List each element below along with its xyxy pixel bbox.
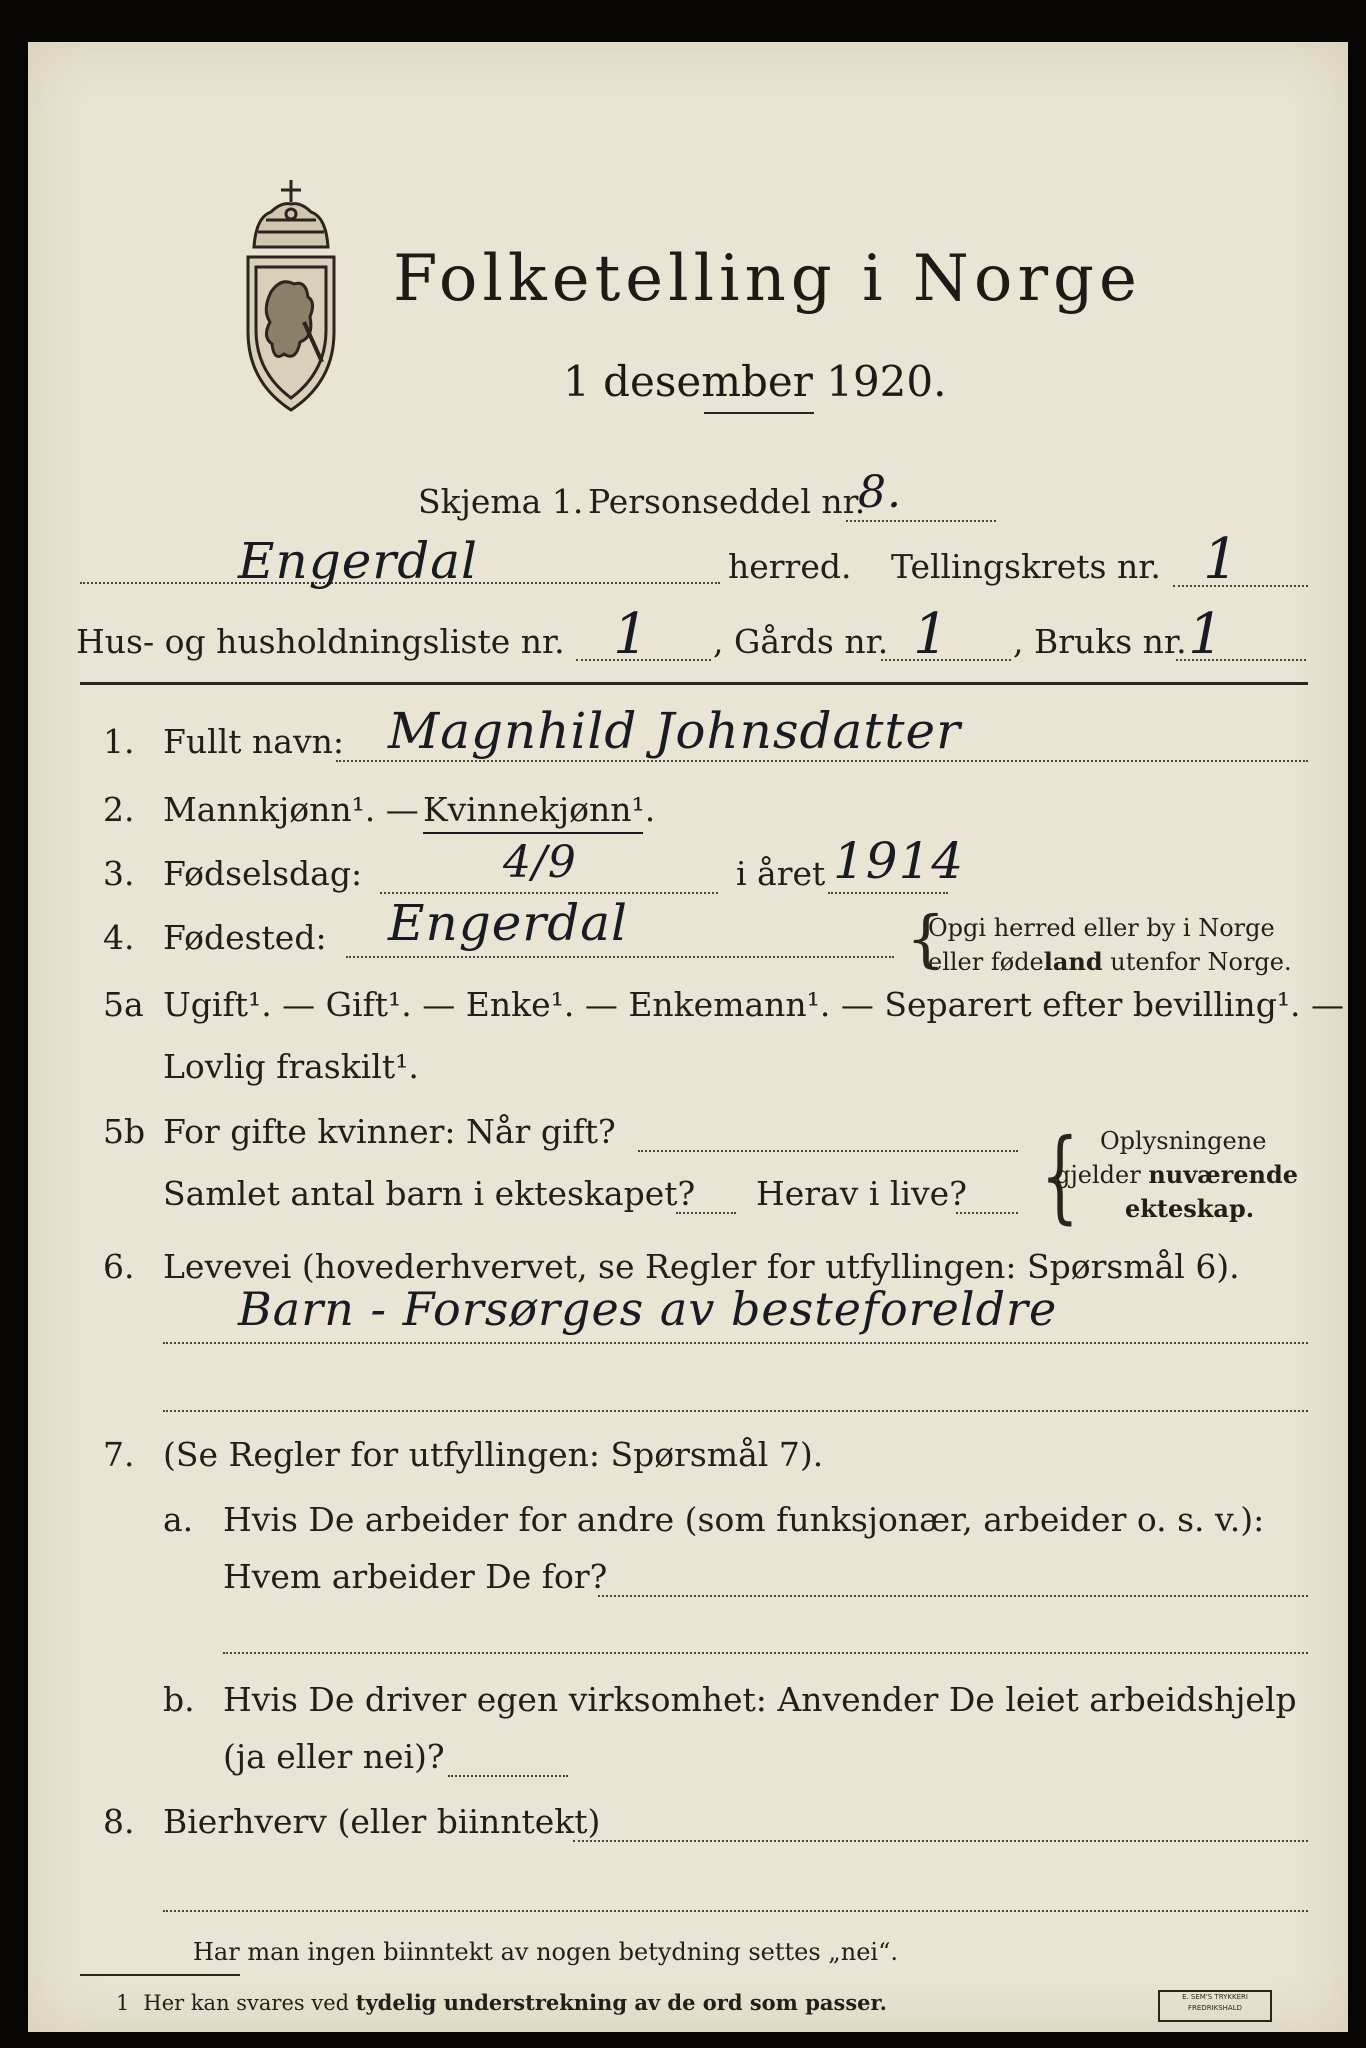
title-divider (704, 412, 814, 414)
q6-number: 6. (103, 1247, 135, 1286)
q1-number: 1. (103, 722, 135, 761)
female-option[interactable]: Kvinnekjønn¹. (423, 790, 656, 829)
form-title: Folketelling i Norge (393, 242, 1142, 316)
side-income-field-line-1 (573, 1840, 1308, 1842)
birthplace-note-brace: { (906, 902, 946, 975)
marriage-note-line2: gjelder nuværende (1055, 1160, 1299, 1189)
q7b-line2: (ja eller nei)? (223, 1737, 445, 1776)
full-name-value[interactable]: Magnhild Johnsdatter (388, 702, 962, 760)
year-field-line (828, 892, 948, 894)
no-income-note: Har man ingen biinntekt av nogen betydning settes „nei“. (193, 1938, 898, 1966)
personseddel-label: Personseddel nr. (588, 482, 866, 521)
occupation-field-line-1 (163, 1342, 1308, 1344)
q7-label: (Se Regler for utfyllingen: Spørsmål 7). (163, 1435, 824, 1474)
personseddel-value[interactable]: 8. (858, 467, 902, 518)
hired-help-field-line (448, 1775, 568, 1777)
q7a-letter: a. (163, 1500, 194, 1539)
birthplace-note-line1: Opgi herred eller by i Norge (928, 914, 1275, 942)
children-total-field-line (676, 1212, 736, 1214)
birthplace-field-line (346, 956, 894, 958)
marriage-note-brace: { (1040, 1117, 1079, 1234)
hus-value[interactable]: 1 (613, 602, 650, 667)
marriage-note-line3: ekteskap. (1125, 1194, 1255, 1223)
year-label: i året (736, 854, 826, 893)
bruks-label: , Bruks nr. (1013, 622, 1187, 661)
q7a-line1: Hvis De arbeider for andre (som funksjonær, arbeider o. s. v.): (223, 1500, 1265, 1539)
herred-label: herred. (728, 547, 852, 586)
q7a-line2: Hvem arbeider De for? (223, 1557, 608, 1596)
occupation-value[interactable]: Barn - Forsørges av besteforeldre (238, 1282, 1058, 1336)
marital-status-options[interactable]: Ugift¹. — Gift¹. — Enke¹. — Enkemann¹. — Separert efter bevilling¹. — (163, 985, 1345, 1024)
bruks-value[interactable]: 1 (1188, 602, 1225, 667)
employer-field-line-1 (598, 1595, 1308, 1597)
herred-value[interactable]: Engerdal (238, 532, 479, 590)
q8-number: 8. (103, 1802, 135, 1841)
side-income-field-line-2 (163, 1910, 1308, 1912)
female-underline-mark (423, 832, 643, 834)
census-form (28, 42, 1348, 2032)
occupation-label: Levevei (hovederhvervet, se Regler for utfyllingen: Spørsmål 6). (163, 1247, 1240, 1286)
q1-label: Fullt navn: (163, 722, 344, 761)
tellingskrets-value[interactable]: 1 (1203, 527, 1240, 592)
header-divider (80, 682, 1308, 685)
children-alive-field-line (956, 1212, 1018, 1214)
q7-number: 7. (103, 1435, 135, 1474)
birthday-value[interactable]: 4/9 (503, 837, 577, 888)
q5b-number: 5b (103, 1112, 146, 1151)
coat-of-arms-icon (226, 172, 356, 417)
printer-stamp: E. SEM'S TRYKKERI FREDRIKSHALD (1158, 1990, 1272, 2022)
marriage-note-line1: Oplysningene (1100, 1127, 1267, 1155)
children-total-label: Samlet antal barn i ekteskapet? (163, 1174, 696, 1213)
skjema-label: Skjema 1. (418, 482, 584, 521)
q1-field-line (336, 760, 1308, 762)
tellingskrets-field-line (1173, 585, 1308, 587)
divorced-option[interactable]: Lovlig fraskilt¹. (163, 1047, 419, 1086)
gards-label: , Gårds nr. (713, 622, 889, 661)
personseddel-field-line (846, 520, 996, 522)
census-date: 1 desember 1920. (563, 357, 947, 406)
q7b-line1: Hvis De driver egen virksomhet: Anvender De leiet arbeidshjelp (223, 1680, 1297, 1719)
birthplace-note-line2: eller fødeland utenfor Norge. (928, 947, 1292, 976)
footnote: 1 Her kan svares ved tydelig understrekning av de ord som passer. (116, 1990, 887, 2015)
married-when-field-line (638, 1150, 1018, 1152)
q5a-number: 5a (103, 985, 144, 1024)
q2-number: 2. (103, 790, 135, 829)
birth-year-value[interactable]: 1914 (833, 832, 965, 890)
gards-value[interactable]: 1 (913, 602, 950, 667)
hus-label: Hus- og husholdningsliste nr. (76, 622, 565, 661)
q7b-letter: b. (163, 1680, 195, 1719)
q4-label: Fødested: (163, 918, 327, 957)
tellingskrets-label: Tellingskrets nr. (891, 547, 1161, 586)
employer-field-line-2 (223, 1652, 1308, 1654)
married-when-label: For gifte kvinner: Når gift? (163, 1112, 616, 1151)
q3-number: 3. (103, 854, 135, 893)
side-income-label: Bierhverv (eller biinntekt) (163, 1802, 601, 1841)
male-option[interactable]: Mannkjønn¹. — (163, 790, 419, 829)
footnote-divider (80, 1974, 240, 1976)
children-alive-label: Herav i live? (756, 1174, 967, 1213)
q3-label: Fødselsdag: (163, 854, 363, 893)
birthplace-value[interactable]: Engerdal (388, 894, 629, 952)
q4-number: 4. (103, 918, 135, 957)
occupation-field-line-2 (163, 1410, 1308, 1412)
